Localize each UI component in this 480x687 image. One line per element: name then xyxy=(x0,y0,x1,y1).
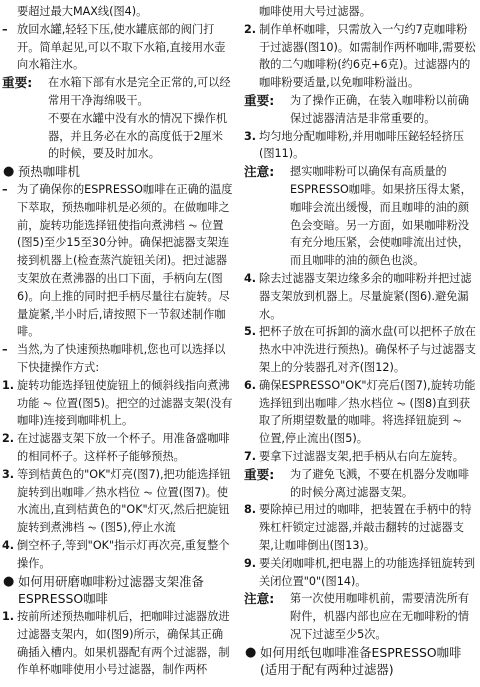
bullet-dot: ● xyxy=(3,164,15,180)
item-marker: 4. xyxy=(2,538,15,552)
item-text: 在水箱下部有水是完全正常的,可以经常用干净海绵吸干。 xyxy=(48,76,231,107)
numbered-step xyxy=(244,270,476,323)
item-text: 均匀地分配咖啡粉,并用咖啡压鉍轻轻挤压(图11)。 xyxy=(259,129,464,161)
item-text: 等到桔黄色的"OK"灯亮(图7),把功能选择钮旋转到出咖啡／热水档位 ⏦ 位置(图7)。使水流出,直到桔黄色的"OK"灯灭,然后把旋钮旋转到煮沸档 ⏦ (图5),停止水流 xyxy=(17,467,231,535)
item-text: 把杯子放在可拆卸的滴水盘(可以把杯子放在热水中冲洗进行预热)。确保杯子与过滤器支架上的分装器孔对齐(图12)。 xyxy=(259,325,476,374)
numbered-step xyxy=(244,555,476,591)
note-block xyxy=(2,74,234,110)
item-text: 咖啡使用大号过滤器。 xyxy=(259,5,371,18)
item-text: 按前所述预热咖啡机后，把咖啡过滤器放进过滤器支架内，如(图9)所示，确保其正确确插入槽内。如果机器配有两个过滤器，制作单杯咖啡使用小号过滤器，制作两杯 xyxy=(17,610,230,677)
note-block xyxy=(244,590,476,643)
numbered-step xyxy=(2,608,234,679)
dash-list-item xyxy=(2,341,234,377)
item-text: 摁实咖啡粉可以确保有高质量的ESPRESSO咖啡。如果挤压得太紧，咖啡会流出缓慢，而且咖啡的油的颜色会变暗。另一方面，如果咖啡粉没有充分地压紧，会使咖啡流出过快，而且咖啡的油的颜色也淡。 xyxy=(290,165,472,268)
item-text: 不要在水罐中没有水的情况下操作机器，并且务必在水的高度低于2厘米的时候，要及时加水。 xyxy=(48,111,228,161)
numbered-step xyxy=(244,448,476,466)
item-text: 如何用纸包咖啡准备ESPRESSO咖啡(适用于配有两种过滤器) xyxy=(260,644,462,678)
numbered-step xyxy=(2,377,234,430)
numbered-step xyxy=(2,466,234,537)
paragraph-continuation xyxy=(2,3,234,21)
bullet-dot: ● xyxy=(245,644,257,660)
item-marker: 6. xyxy=(244,378,257,392)
item-text: 预热咖啡机 xyxy=(18,164,80,180)
numbered-step xyxy=(244,377,476,448)
item-marker: 8. xyxy=(244,503,257,517)
item-marker: – xyxy=(2,343,8,357)
item-marker: 3. xyxy=(244,129,257,143)
item-text: 为了避免飞溅，不要在机器分发咖啡的时候分离过滤器支架。 xyxy=(290,467,470,499)
numbered-step xyxy=(2,430,234,466)
item-text: 要除掉已用过的咖啡，把装置在手柄中的特殊杠杆锁定过滤器,并敲击翻转的过滤器支架,让咖啡倒出(图13)。 xyxy=(259,503,472,552)
numbered-step xyxy=(2,537,234,573)
item-marker: 4. xyxy=(244,271,257,285)
paragraph-continuation xyxy=(244,3,476,21)
item-marker: 1. xyxy=(2,610,15,624)
item-text: 放回水罐,轻轻下压,使水罐底部的阀门打开。简单起见,可以不取下水箱,直接用水壶向水箱注水。 xyxy=(17,22,226,72)
item-marker: 重要: xyxy=(244,92,275,108)
item-text: 除去过滤器支架边缘多余的咖啡粉并把过滤器支架放到机器上。尽量旋紧(图6).避免漏水。 xyxy=(259,271,472,321)
note-block xyxy=(244,163,476,270)
item-text: 当然,为了快速预热咖啡机,您也可以选择以下快捷操作方式: xyxy=(17,343,226,374)
section-heading xyxy=(2,163,234,181)
item-marker: 注意: xyxy=(244,164,275,180)
item-text: 为了确保你的ESPRESSO咖啡在正确的温度下萃取，预热咖啡机是必须的。在做咖啡之前，旋转功能选择钮使指向煮沸档 ⏦ 位置(图5)至少15至30分钟。确保把滤器支架连接到机器上(检查蒸汽旋钮关闭)。把过滤器支架放在煮沸器的出口下面，手柄向左(图6)。向上推的同时把手柄尽量往右旋转。尽量旋紧,半小时后,请按照下一节叙述制作咖啡。 xyxy=(17,182,233,339)
section-heading xyxy=(244,644,476,680)
bullet-dot: ● xyxy=(3,573,15,589)
item-text: 要超过最大MAX线(图4)。 xyxy=(17,5,148,18)
item-marker: – xyxy=(2,182,8,196)
item-marker: 重要: xyxy=(244,466,275,482)
numbered-step xyxy=(244,21,476,92)
left-column xyxy=(2,3,234,679)
dash-list-item xyxy=(2,181,234,341)
item-text: 第一次使用咖啡机前，需要清洗所有附件，机器内部也应在无咖啡粉的情况下过滤至少5次。 xyxy=(290,592,470,641)
item-text: 为了操作正确，在装入咖啡粉以前确保过滤器清洁是非常重要的。 xyxy=(290,93,470,125)
item-text: 倒空杯子,等到"OK"指示灯再次亮,重复整个操作。 xyxy=(17,538,230,570)
item-marker: 7. xyxy=(244,449,257,463)
item-text: 要拿下过滤器支架,把手柄从右向左旋转。 xyxy=(259,449,464,463)
item-text: 如何用研磨咖啡粉过滤器支架准备ESPRESSO咖啡 xyxy=(18,573,204,607)
item-text: 制作单杯咖啡，只需放入一勺约7克咖啡粉于过滤器(图10)。如需制作两杯咖啡,需要松散的二勺咖啡粉(约6克+6克)。过滤器内的咖啡粉要适量,以免咖啡粉溢出。 xyxy=(259,22,476,90)
item-text: 旋转功能选择钮使旋钮上的倾斜线指向煮沸功能 ⏦ 位置(图5)。把空的过滤器支架(没有咖啡)连接到咖啡机上。 xyxy=(17,378,233,428)
right-column xyxy=(244,3,476,679)
item-marker: 重要: xyxy=(2,75,33,91)
item-marker: 2. xyxy=(2,432,15,446)
item-marker: 2. xyxy=(244,22,257,36)
item-marker: – xyxy=(2,22,8,36)
dash-list-item xyxy=(2,21,234,74)
section-heading xyxy=(2,573,234,609)
item-text: 确保ESPRESSO"OK"灯亮后(图7),旋转功能选择钮到出咖啡／热水档位 ⏦ (图8)直到获取了所期望数量的咖啡。将选择钮旋到 ⏦ 位置,停止流出(图5)。 xyxy=(259,378,476,446)
note-continuation xyxy=(2,110,234,163)
item-marker: 注意: xyxy=(244,591,275,607)
numbered-step xyxy=(244,501,476,554)
note-block xyxy=(244,466,476,502)
note-block xyxy=(244,92,476,128)
item-text: 在过滤器支架下放一个杯子。用准备盛咖啡的相同杯子。这样杯子能够预热。 xyxy=(17,432,230,463)
item-marker: 1. xyxy=(2,378,15,392)
item-marker: 5. xyxy=(244,325,257,339)
numbered-step xyxy=(244,128,476,164)
item-text: 要关闭咖啡机,把电器上的功能选择钮旋转到关闭位置"0"(图14)。 xyxy=(259,556,476,588)
numbered-step xyxy=(244,323,476,376)
item-marker: 3. xyxy=(2,467,15,481)
item-marker: 9. xyxy=(244,556,257,570)
